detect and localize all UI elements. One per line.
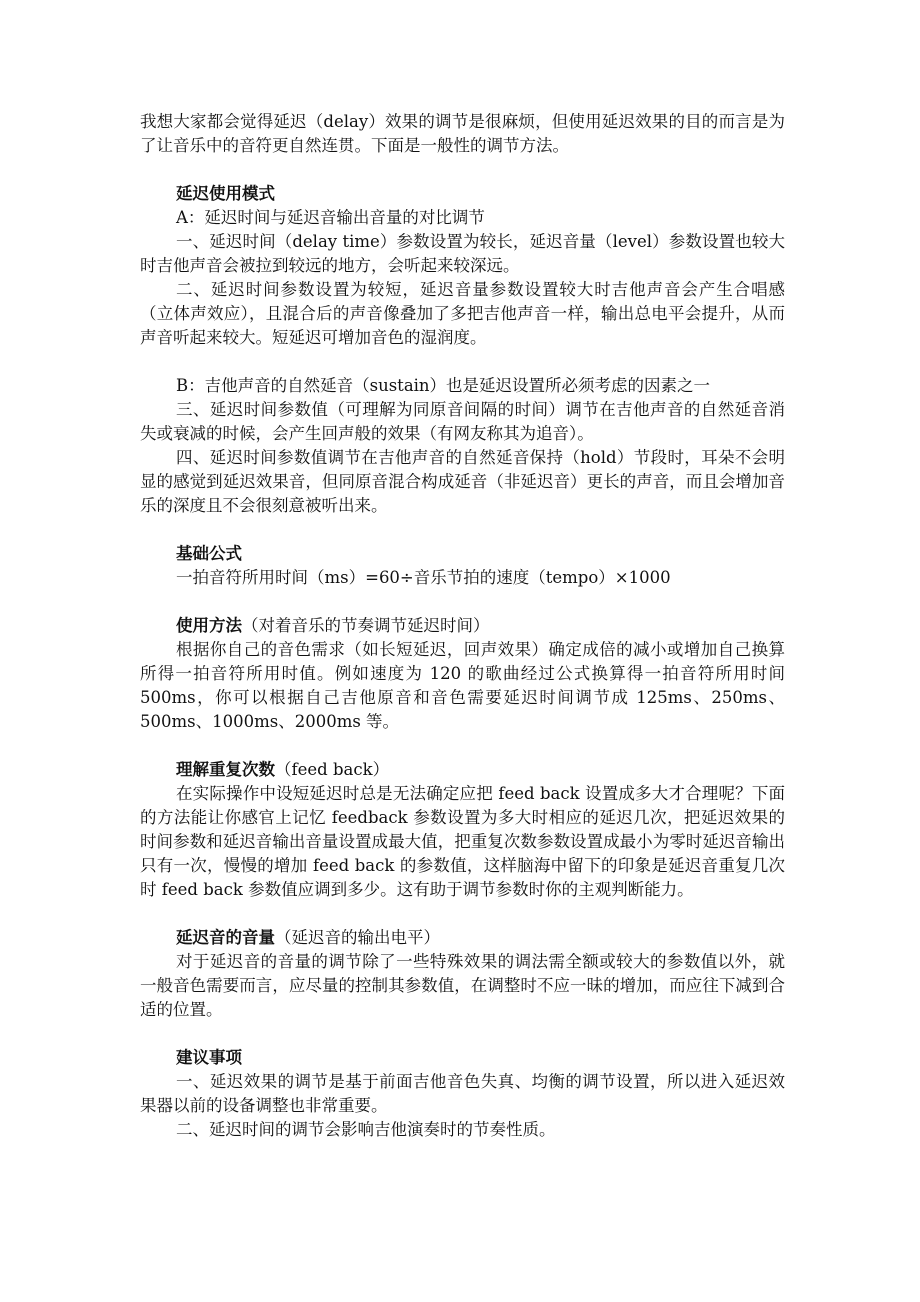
paragraph-3: 三、延迟时间参数值（可理解为同原音间隔的时间）调节在吉他声音的自然延音消失或衰减的时候，会产生回声般的效果（有网友称其为追音）。 — [140, 400, 785, 443]
feedback-paragraph: 在实际操作中设短延迟时总是无法确定应把 feed back 设置成多大才合理呢？下面的方法能让你感官上记忆 feedback 参数设置为多大时相应的延迟几次，把延迟效果的时间参数和延迟音输出音量设置成最大值，把重复次数参数设置成最小为零时延迟音输出只有一次，慢慢的增加 feed back 的参数值，这样脑海中留下的印象是延迟音重复几次时 feed back 参数值应调到多少。这有助于调节参数时你的主观判断能力。 — [140, 784, 785, 899]
volume-paragraph: 对于延迟音的音量的调节除了一些特殊效果的调法需全额或较大的参数值以外，就一般音色需要而言，应尽量的控制其参数值，在调整时不应一昧的增加，而应往下减到合适的位置。 — [140, 952, 785, 1019]
spacer — [140, 1022, 785, 1046]
section-heading-feedback: 理解重复次数 — [176, 760, 275, 779]
section-heading-formula: 基础公式 — [176, 544, 242, 563]
section-heading-suggestions: 建议事项 — [176, 1048, 242, 1067]
suggestion-1: 一、延迟效果的调节是基于前面吉他音色失真、均衡的调节设置，所以进入延迟效果器以前的设备调整也非常重要。 — [140, 1072, 785, 1115]
section-heading-usage: 使用方法 — [176, 616, 242, 635]
spacer — [140, 590, 785, 614]
section-heading-delay-mode: 延迟使用模式 — [176, 184, 275, 203]
spacer — [140, 350, 785, 374]
section-heading-usage-note: （对着音乐的节奏调节延迟时间） — [242, 616, 490, 635]
spacer — [140, 902, 785, 926]
spacer — [140, 518, 785, 542]
section-heading-feedback-line — [140, 758, 785, 782]
document-page — [140, 110, 785, 1142]
spacer — [140, 158, 785, 182]
suggestion-2: 二、延迟时间的调节会影响吉他演奏时的节奏性质。 — [176, 1120, 556, 1139]
paragraph-4: 四、延迟时间参数值调节在吉他声音的自然延音保持（hold）节段时，耳朵不会明显的感觉到延迟效果音，但同原音混合构成延音（非延迟音）更长的声音，而且会增加音乐的深度且不会很刻意被听出来。 — [140, 448, 785, 515]
section-heading-volume-note: （延迟音的输出电平） — [275, 928, 440, 947]
spacer — [140, 734, 785, 758]
paragraph-1: 一、延迟时间（delay time）参数设置为较长，延迟音量（level）参数设置也较大时吉他声音会被拉到较远的地方，会听起来较深远。 — [140, 232, 785, 275]
section-heading-volume-line — [140, 926, 785, 950]
intro-paragraph: 我想大家都会觉得延迟（delay）效果的调节是很麻烦，但使用延迟效果的目的而言是为了让音乐中的音符更自然连贯。下面是一般性的调节方法。 — [140, 112, 785, 155]
section-heading-usage-line — [140, 614, 785, 638]
section-heading-feedback-note: （feed back） — [275, 760, 390, 779]
subsection-b-title: B：吉他声音的自然延音（sustain）也是延迟设置所必须考虑的因素之一 — [176, 376, 711, 395]
subsection-a-title: A：延迟时间与延迟音输出音量的对比调节 — [176, 208, 485, 227]
paragraph-2: 二、延迟时间参数设置为较短，延迟音量参数设置较大时吉他声音会产生合唱感（立体声效应），且混合后的声音像叠加了多把吉他声音一样，输出总电平会提升，从而声音听起来较大。短延迟可增加音色的湿润度。 — [140, 280, 785, 347]
usage-paragraph: 根据你自己的音色需求（如长短延迟，回声效果）确定成倍的减小或增加自己换算所得一拍音符所用时值。例如速度为 120 的歌曲经过公式换算得一拍音符所用时间 500ms，你可以根据自己吉他原音和音色需要延迟时间调节成 125ms、250ms、500ms、1000ms、2000ms 等。 — [140, 640, 785, 731]
formula-line: 一拍音符所用时间（ms）=60÷音乐节拍的速度（tempo）×1000 — [176, 568, 671, 587]
section-heading-volume: 延迟音的音量 — [176, 928, 275, 947]
